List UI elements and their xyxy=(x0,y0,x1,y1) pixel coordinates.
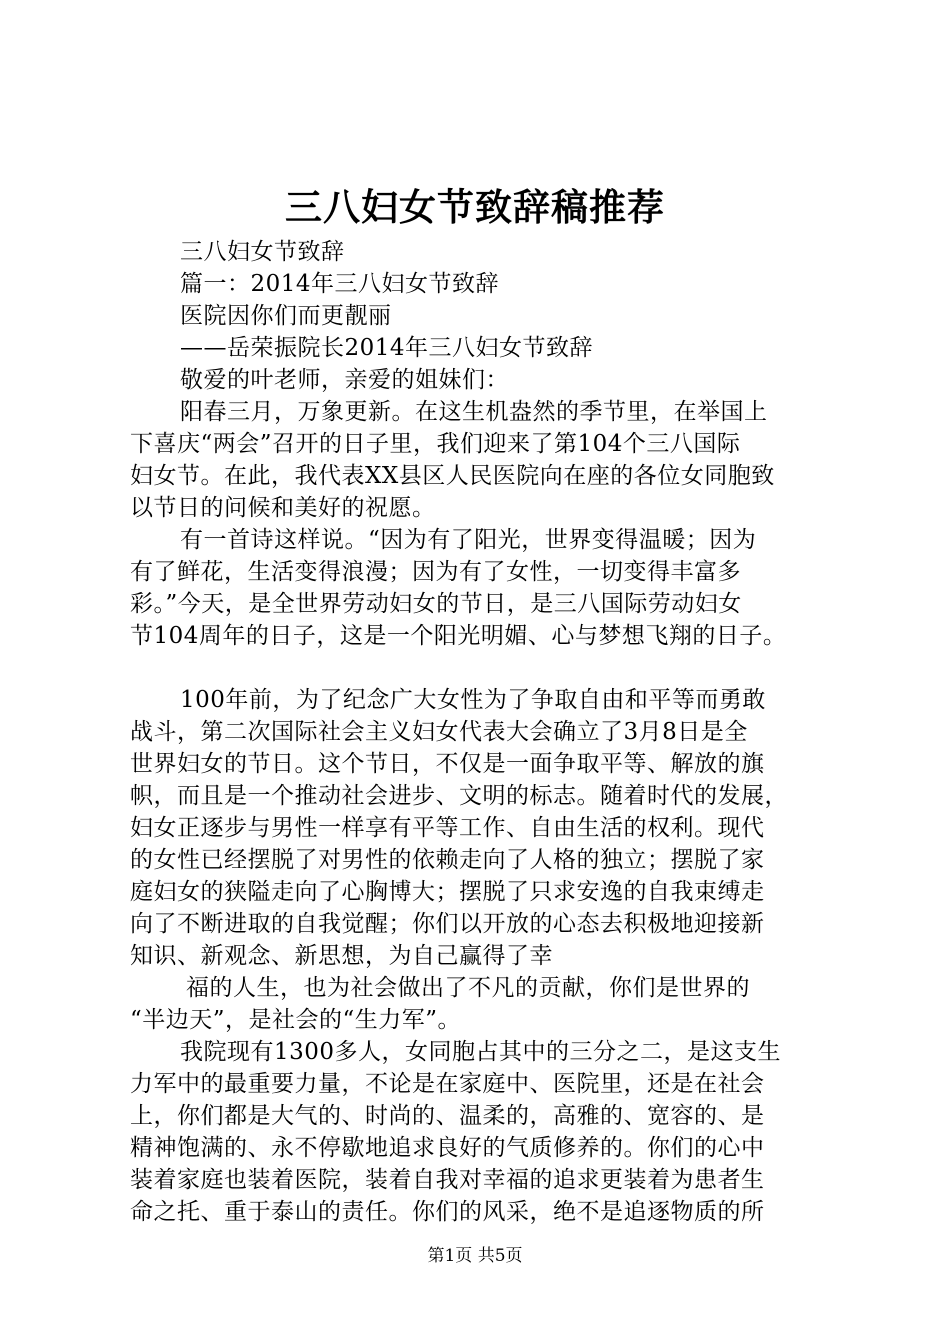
text-line: 以节日的问候和美好的祝愿。 xyxy=(130,495,436,521)
text-line: 精神饱满的、永不停歇地追求良好的气质修养的。你们的心中 xyxy=(130,1135,765,1161)
text-line: 福的人生，也为社会做出了不凡的贡献，你们是世界的 xyxy=(186,975,750,1001)
text-line: 力军中的最重要力量，不论是在家庭中、医院里，还是在社会 xyxy=(130,1071,765,1097)
text-line: 命之托、重于泰山的责任。你们的风采，绝不是追逐物质的所 xyxy=(130,1199,765,1225)
text-line: 节104周年的日子，这是一个阳光明媚、心与梦想飞翔的日子。 xyxy=(130,623,787,649)
text-line: 妇女正逐步与男性一样享有平等工作、自由生活的权利。现代 xyxy=(130,815,765,841)
text-line: 向了不断进取的自我觉醒；你们以开放的心态去积极地迎接新 xyxy=(130,911,765,937)
text-line: 我院现有1300多人，女同胞占其中的三分之二，是这支生 xyxy=(180,1039,782,1065)
text-line: 战斗，第二次国际社会主义妇女代表大会确立了3月8日是全 xyxy=(130,719,748,745)
text-line xyxy=(130,652,845,684)
text-line: 篇一：2014年三八妇女节致辞 xyxy=(180,271,500,297)
text-line: 三八妇女节致辞 xyxy=(180,239,345,265)
text-line: 帜，而且是一个推动社会进步、文明的标志。随着时代的发展， xyxy=(130,783,788,809)
text-line: 100年前，为了纪念广大女性为了争取自由和平等而勇敢 xyxy=(180,687,766,713)
text-line: 世界妇女的节日。这个节日，不仅是一面争取平等、解放的旗 xyxy=(130,751,765,777)
text-line: 下喜庆“两会”召开的日子里，我们迎来了第104个三八国际 xyxy=(130,431,741,457)
text-line: 阳春三月，万象更新。在这生机盎然的季节里，在举国上 xyxy=(180,399,768,425)
text-line: ——岳荣振院长2014年三八妇女节致辞 xyxy=(180,335,594,361)
text-line: 有一首诗这样说。“因为有了阳光，世界变得温暖；因为 xyxy=(180,527,757,553)
text-line: 庭妇女的狭隘走向了心胸博大；摆脱了只求安逸的自我束缚走 xyxy=(130,879,765,905)
text-line: 的女性已经摆脱了对男性的依赖走向了人格的独立；摆脱了家 xyxy=(130,847,765,873)
text-line: “半边天”，是社会的“生力军”。 xyxy=(130,1007,462,1033)
text-line: 知识、新观念、新思想，为自己赢得了幸 xyxy=(130,943,553,969)
page-footer: 第1页 共5页 xyxy=(427,1246,523,1266)
document-body xyxy=(130,236,845,1228)
document-title: 三八妇女节致辞稿推荐 xyxy=(285,185,665,229)
text-line: 装着家庭也装着医院，装着自我对幸福的追求更装着为患者生 xyxy=(130,1167,765,1193)
text-line: 有了鲜花，生活变得浪漫；因为有了女性，一切变得丰富多 xyxy=(130,559,741,585)
text-line: 医院因你们而更靓丽 xyxy=(180,303,392,329)
text-line: 彩。”今天，是全世界劳动妇女的节日，是三八国际劳动妇女 xyxy=(130,591,742,617)
text-line: 妇女节。在此，我代表XX县区人民医院向在座的各位女同胞致 xyxy=(130,463,775,489)
text-line: 上，你们都是大气的、时尚的、温柔的，高雅的、宽容的、是 xyxy=(130,1103,765,1129)
text-line: 敬爱的叶老师，亲爱的姐妹们： xyxy=(180,367,509,393)
